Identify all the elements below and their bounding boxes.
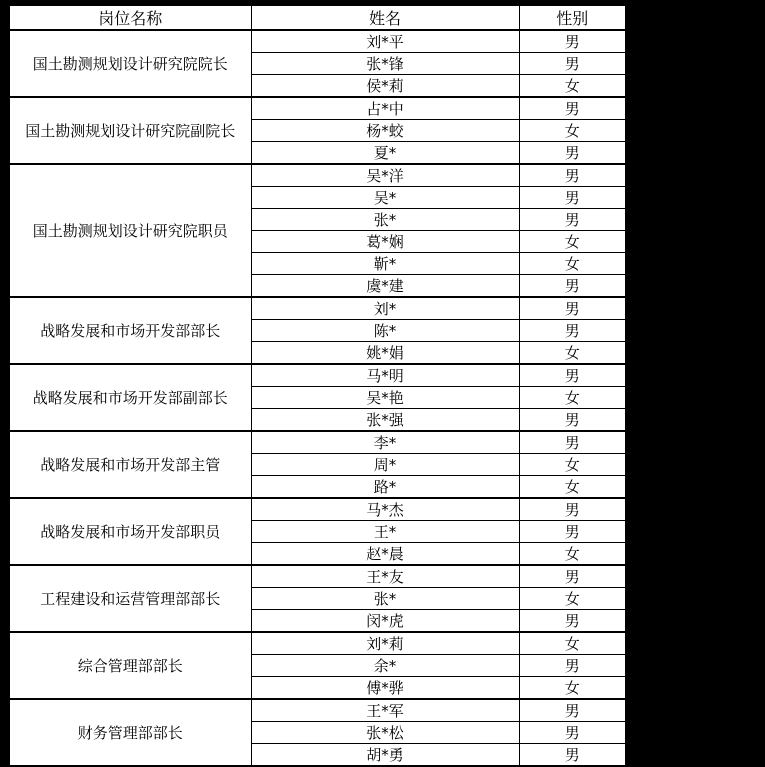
position-cell: 综合管理部部长 bbox=[9, 632, 251, 699]
gender-cell: 男 bbox=[519, 498, 626, 521]
gender-cell: 男 bbox=[519, 610, 626, 633]
position-cell: 国土勘测规划设计研究院职员 bbox=[9, 164, 251, 297]
table-row bbox=[9, 699, 626, 722]
gender-cell: 女 bbox=[519, 476, 626, 499]
name-cell: 傅*骅 bbox=[251, 677, 519, 700]
gender-cell: 男 bbox=[519, 297, 626, 320]
gender-cell: 女 bbox=[519, 543, 626, 566]
name-cell: 占*中 bbox=[251, 97, 519, 120]
position-cell: 工程建设和运营管理部部长 bbox=[9, 565, 251, 632]
name-cell: 吴*艳 bbox=[251, 387, 519, 409]
gender-cell: 女 bbox=[519, 75, 626, 98]
table-row bbox=[9, 297, 626, 320]
gender-cell: 男 bbox=[519, 187, 626, 209]
name-cell: 李* bbox=[251, 431, 519, 454]
gender-cell: 女 bbox=[519, 231, 626, 253]
gender-cell: 女 bbox=[519, 588, 626, 610]
position-cell: 国土勘测规划设计研究院院长 bbox=[9, 30, 251, 97]
name-cell: 刘*莉 bbox=[251, 632, 519, 655]
table-row bbox=[9, 164, 626, 187]
table-row bbox=[9, 498, 626, 521]
name-cell: 吴* bbox=[251, 187, 519, 209]
position-cell: 战略发展和市场开发部主管 bbox=[9, 431, 251, 498]
gender-cell: 男 bbox=[519, 53, 626, 75]
gender-cell: 男 bbox=[519, 565, 626, 588]
name-cell: 张*锋 bbox=[251, 53, 519, 75]
gender-cell: 男 bbox=[519, 142, 626, 165]
name-cell: 路* bbox=[251, 476, 519, 499]
gender-cell: 男 bbox=[519, 655, 626, 677]
name-cell: 王*军 bbox=[251, 699, 519, 722]
table-row bbox=[9, 30, 626, 53]
name-cell: 马*杰 bbox=[251, 498, 519, 521]
gender-cell: 男 bbox=[519, 97, 626, 120]
name-cell: 夏* bbox=[251, 142, 519, 165]
table-row bbox=[9, 364, 626, 387]
name-cell: 闵*虎 bbox=[251, 610, 519, 633]
gender-cell: 女 bbox=[519, 387, 626, 409]
position-cell: 战略发展和市场开发部职员 bbox=[9, 498, 251, 565]
header-row bbox=[9, 5, 626, 30]
gender-cell: 女 bbox=[519, 120, 626, 142]
gender-cell: 男 bbox=[519, 164, 626, 187]
name-cell: 侯*莉 bbox=[251, 75, 519, 98]
gender-cell: 男 bbox=[519, 364, 626, 387]
name-cell: 马*明 bbox=[251, 364, 519, 387]
table-header bbox=[9, 5, 626, 30]
table-row bbox=[9, 632, 626, 655]
gender-cell: 男 bbox=[519, 744, 626, 767]
name-cell: 王* bbox=[251, 521, 519, 543]
name-cell: 周* bbox=[251, 454, 519, 476]
position-cell: 财务管理部部长 bbox=[9, 699, 251, 766]
name-cell: 刘*平 bbox=[251, 30, 519, 53]
personnel-table bbox=[8, 4, 627, 767]
position-cell: 战略发展和市场开发部部长 bbox=[9, 297, 251, 364]
name-cell: 刘* bbox=[251, 297, 519, 320]
gender-cell: 女 bbox=[519, 342, 626, 365]
personnel-table-container bbox=[8, 4, 625, 764]
gender-cell: 男 bbox=[519, 30, 626, 53]
name-cell: 张* bbox=[251, 588, 519, 610]
gender-cell: 男 bbox=[519, 320, 626, 342]
name-cell: 王*友 bbox=[251, 565, 519, 588]
position-cell: 国土勘测规划设计研究院副院长 bbox=[9, 97, 251, 164]
name-cell: 吴*洋 bbox=[251, 164, 519, 187]
name-cell: 张* bbox=[251, 209, 519, 231]
name-cell: 虞*建 bbox=[251, 275, 519, 298]
gender-cell: 男 bbox=[519, 275, 626, 298]
gender-cell: 男 bbox=[519, 431, 626, 454]
gender-cell: 男 bbox=[519, 409, 626, 432]
name-cell: 张*强 bbox=[251, 409, 519, 432]
name-cell: 杨*蛟 bbox=[251, 120, 519, 142]
column-header-position: 岗位名称 bbox=[9, 5, 251, 30]
gender-cell: 女 bbox=[519, 677, 626, 700]
column-header-name: 姓名 bbox=[251, 5, 519, 30]
column-header-gender: 性别 bbox=[519, 5, 626, 30]
name-cell: 张*松 bbox=[251, 722, 519, 744]
table-row bbox=[9, 97, 626, 120]
name-cell: 靳* bbox=[251, 253, 519, 275]
name-cell: 姚*娟 bbox=[251, 342, 519, 365]
name-cell: 赵*晨 bbox=[251, 543, 519, 566]
gender-cell: 女 bbox=[519, 632, 626, 655]
gender-cell: 男 bbox=[519, 722, 626, 744]
table-row bbox=[9, 431, 626, 454]
name-cell: 胡*勇 bbox=[251, 744, 519, 767]
gender-cell: 男 bbox=[519, 209, 626, 231]
gender-cell: 女 bbox=[519, 454, 626, 476]
gender-cell: 男 bbox=[519, 521, 626, 543]
name-cell: 陈* bbox=[251, 320, 519, 342]
position-cell: 战略发展和市场开发部副部长 bbox=[9, 364, 251, 431]
gender-cell: 男 bbox=[519, 699, 626, 722]
name-cell: 葛*娴 bbox=[251, 231, 519, 253]
table-body bbox=[9, 30, 626, 766]
name-cell: 余* bbox=[251, 655, 519, 677]
table-row bbox=[9, 565, 626, 588]
gender-cell: 女 bbox=[519, 253, 626, 275]
